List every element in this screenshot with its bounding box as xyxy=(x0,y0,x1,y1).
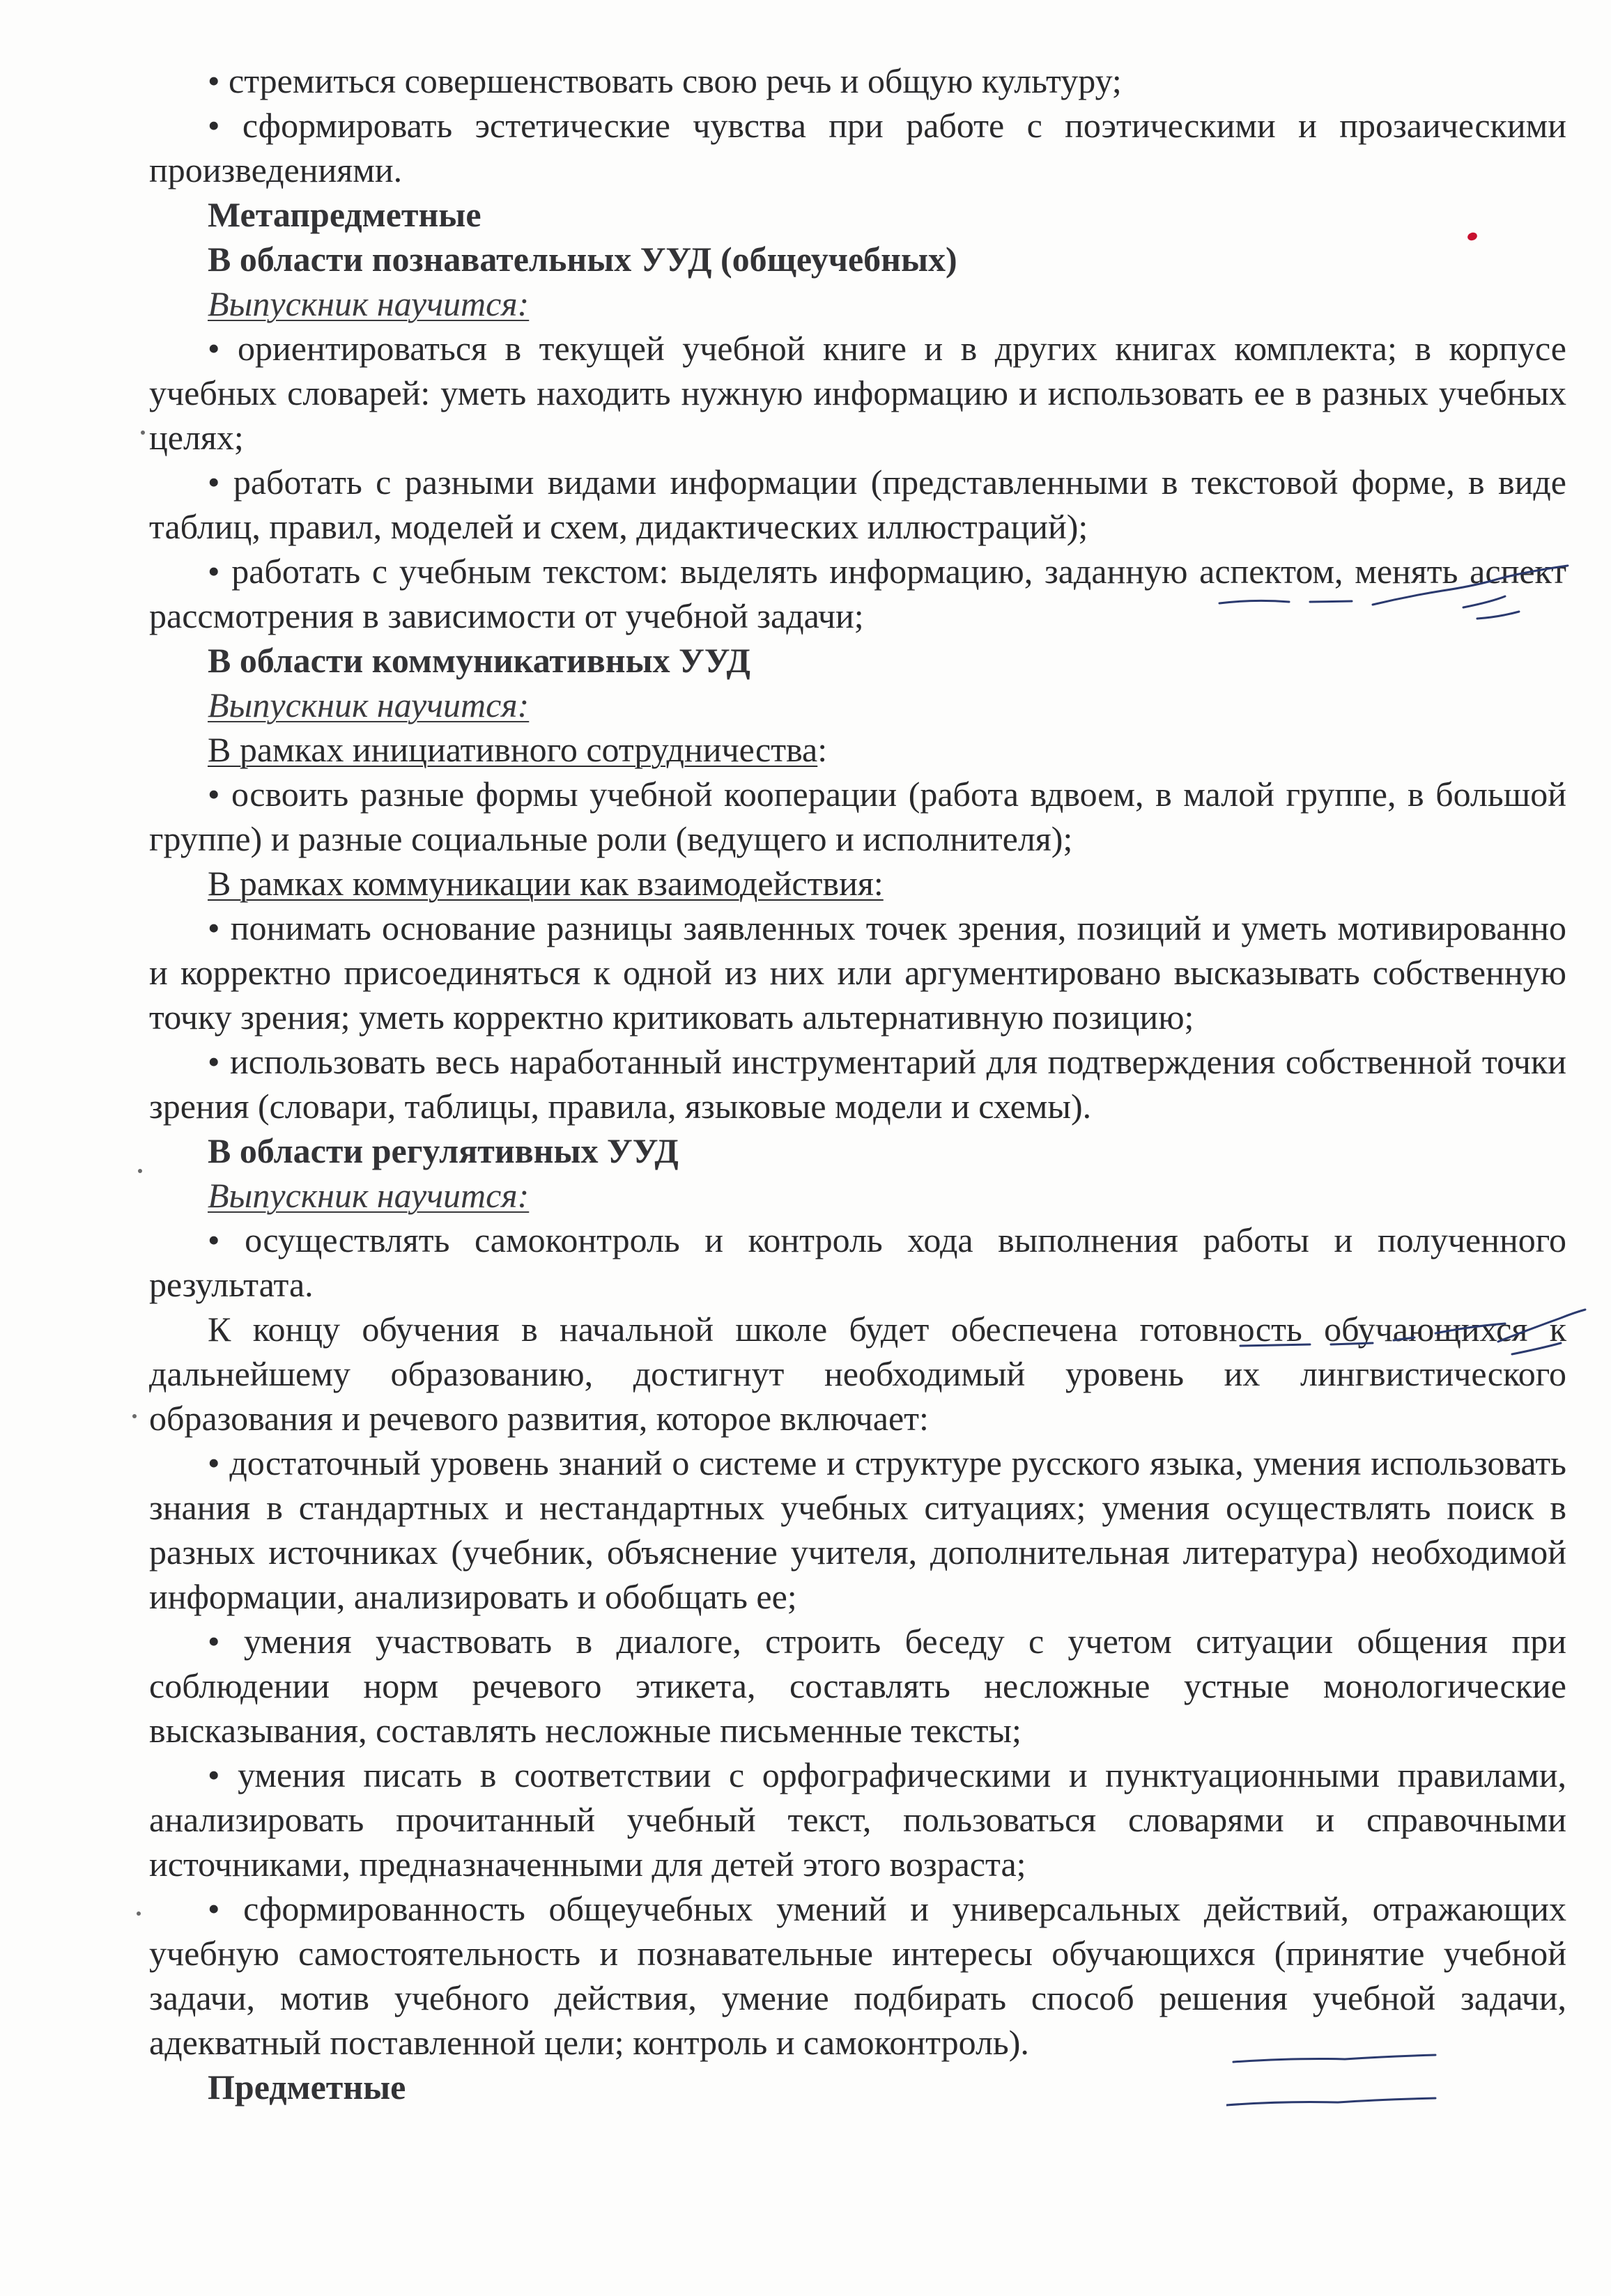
communication-interaction-text: В рамках коммуникации как взаимодействия: xyxy=(208,864,884,903)
scan-speck xyxy=(141,430,145,435)
graduate-will-learn-label: Выпускник научится: xyxy=(208,685,530,724)
scan-speck xyxy=(138,1169,142,1173)
bullet-cooperation-forms: • освоить разные формы учебной кооперации (работа вдвоем, в малой группе, в большой группе) и разные социальные роли (ведущего и исполнителя); xyxy=(149,775,1566,858)
heading-regulatory: В области регулятивных УУД xyxy=(208,1131,679,1170)
bullet-toolkit: • использовать весь наработанный инструментарий для подтверждения собственной точки зрения (словари, таблицы, правила, языковые модели и схемы). xyxy=(149,1042,1566,1126)
graduate-will-learn-label: Выпускник научится: xyxy=(208,1176,530,1215)
initiative-cooperation-label xyxy=(149,727,1566,772)
bullet-self-control: • осуществлять самоконтроль и контроль хода выполнения работы и полученного результата. xyxy=(149,1220,1566,1304)
scan-speck xyxy=(137,1911,141,1916)
heading-communicative: В области коммуникативных УУД xyxy=(208,641,750,680)
initiative-cooperation-colon: : xyxy=(817,730,828,769)
paragraph-end-of-primary: К концу обучения в начальной школе будет обеспечена готовность обучающихся к дальнейшему образованию, достигнут необходимый уровень их лингвистического образования и речевого развития, которое включает: xyxy=(149,1310,1566,1438)
bullet-navigate-books: • ориентироваться в текущей учебной книге и в других книгах комплекта; в корпусе учебных словарей: уметь находить нужную информацию и использовать ее в разных учебных целях; xyxy=(149,329,1566,457)
heading-metasubject: Метапредметные xyxy=(208,195,481,234)
communication-interaction-label xyxy=(149,861,1566,906)
heading-cognitive: В области познавательных УУД (общеучебных) xyxy=(208,240,957,279)
bullet-knowledge-level: • достаточный уровень знаний о системе и структуре русского языка, умения использовать знания в стандартных и нестандартных учебных ситуациях; умения осуществлять поиск в разных источниках (учебник, объяснение учителя, дополнительная литература) необходимой информации, анализировать и обобщать ее; xyxy=(149,1443,1566,1616)
scan-speck xyxy=(132,1414,137,1418)
bullet-speech-culture: • стремиться совершенствовать свою речь и общую культуру; xyxy=(208,61,1122,100)
bullet-general-skills: • сформированность общеучебных умений и универсальных действий, отражающих учебную самостоятельность и познавательные интересы обучающихся (принятие учебной задачи, мотив учебного действия, умение подбирать способ решения учебной задачи, адекватный поставленной цели; контроль и самоконтроль). xyxy=(149,1889,1566,2062)
heading-subject: Предметные xyxy=(208,2068,406,2107)
bullet-points-of-view: • понимать основание разницы заявленных точек зрения, позиций и уметь мотивированно и корректно присоединяться к одной из них или аргументировано высказывать собственную точку зрения; уметь корректно критиковать альтернативную позицию; xyxy=(149,908,1566,1037)
bullet-writing-skills: • умения писать в соответствии с орфографическими и пунктуационными правилами, анализировать прочитанный учебный текст, пользоваться словарями и справочными источниками, предназначенными для детей этого возраста; xyxy=(149,1755,1566,1884)
graduate-will-learn-label: Выпускник научится: xyxy=(208,284,530,323)
document-body xyxy=(149,59,1566,2109)
bullet-dialogue-skills: • умения участвовать в диалоге, строить беседу с учетом ситуации общения при соблюдении норм речевого этикета, составлять несложные устные монологические высказывания, составлять несложные письменные тексты; xyxy=(149,1622,1566,1750)
bullet-aesthetic-feelings: • сформировать эстетические чувства при работе с поэтическими и прозаическими произведениями. xyxy=(149,106,1566,189)
bullet-educational-text: • работать с учебным текстом: выделять информацию, заданную аспектом, менять аспект рассмотрения в зависимости от учебной задачи; xyxy=(149,552,1566,635)
initiative-cooperation-text: В рамках инициативного сотрудничества xyxy=(208,730,818,769)
bullet-information-types: • работать с разными видами информации (представленными в текстовой форме, в виде таблиц, правил, моделей и схем, дидактических иллюстраций); xyxy=(149,463,1566,546)
